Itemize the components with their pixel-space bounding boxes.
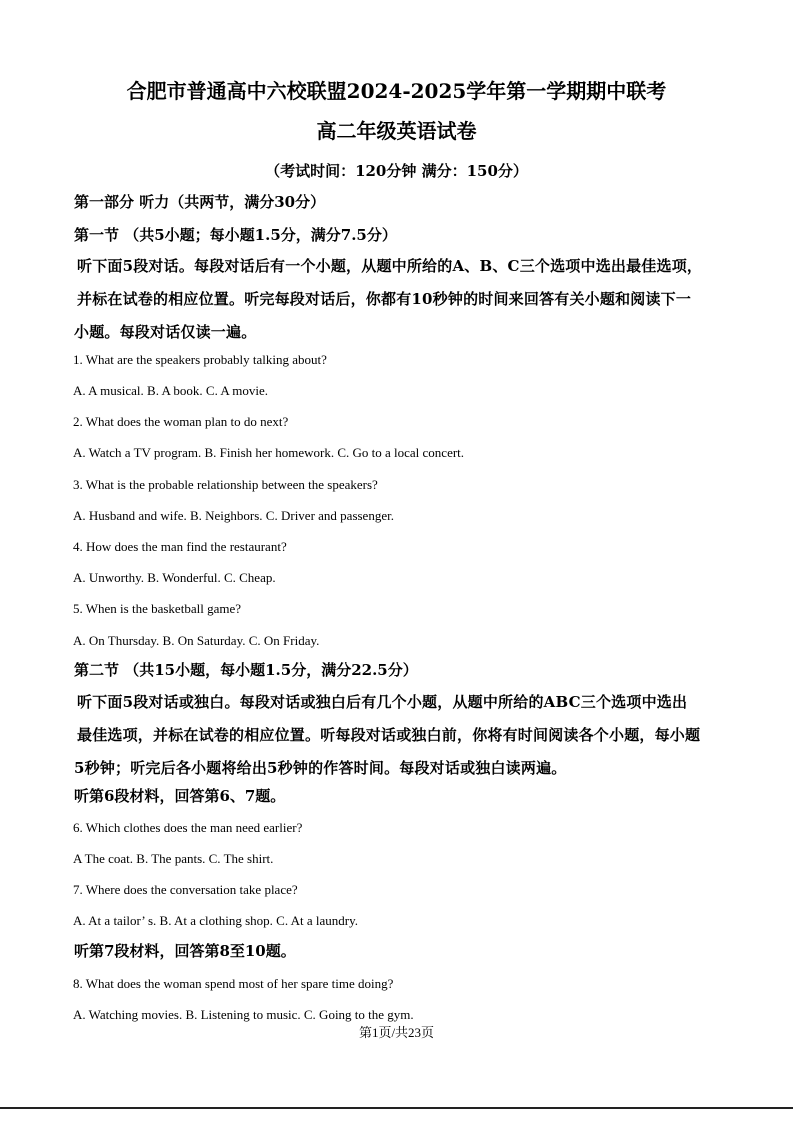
answer-options-5: A. On Thursday. B. On Saturday. C. On Friday. xyxy=(73,633,320,648)
section1-instructions xyxy=(74,250,746,349)
section2-instructions xyxy=(74,686,746,785)
exam-meta: （考试时间：120分钟 满分：150分） xyxy=(265,162,528,180)
material6-heading: 听第6段材料，回答第6、7题。 xyxy=(74,787,286,805)
answer-options-3: A. Husband and wife. B. Neighbors. C. Driver and passenger. xyxy=(73,508,394,523)
question-7: 7. Where does the conversation take place? xyxy=(73,882,298,897)
answer-options-1: A. A musical. B. A book. C. A movie. xyxy=(73,383,269,398)
instruction-line: 5秒钟；听完后各小题将给出5秒钟的作答时间。每段对话或独白读两遍。 xyxy=(74,759,567,777)
instruction-line: 并标在试卷的相应位置。听完每段对话后，你都有10秒钟的时间来回答有关小题和阅读下一 xyxy=(77,290,692,308)
question-2: 2. What does the woman plan to do next? xyxy=(73,414,289,429)
bottom-divider xyxy=(0,1107,793,1109)
question-1: 1. What are the speakers probably talking about? xyxy=(73,352,327,367)
question-4: 4. How does the man find the restaurant? xyxy=(73,539,287,554)
answer-options-7: A. At a tailor’ s. B. At a clothing shop. C. At a laundry. xyxy=(73,913,359,928)
exam-title: 合肥市普通高中六校联盟2024-2025学年第一学期期中联考 xyxy=(126,79,667,103)
instruction-line: 最佳选项，并标在试卷的相应位置。听每段对话或独白前，你将有时间阅读各个小题，每小题 xyxy=(77,726,701,744)
answer-options-4: A. Unworthy. B. Wonderful. C. Cheap. xyxy=(73,570,276,585)
instruction-line: 小题。每段对话仅读一遍。 xyxy=(74,323,257,341)
instruction-line: 听下面5段对话或独白。每段对话或独白后有几个小题，从题中所给的ABC三个选项中选出 xyxy=(77,693,688,711)
exam-subtitle: 高二年级英语试卷 xyxy=(316,119,477,143)
question-3: 3. What is the probable relationship between the speakers? xyxy=(73,477,378,492)
part1-heading: 第一部分 听力（共两节，满分30分） xyxy=(74,193,326,211)
answer-options-6: A The coat. B. The pants. C. The shirt. xyxy=(73,851,274,866)
answer-options-8: A. Watching movies. B. Listening to music. C. Going to the gym. xyxy=(73,1007,414,1022)
section2-heading: 第二节 （共15小题，每小题1.5分，满分22.5分） xyxy=(74,661,418,679)
question-6: 6. Which clothes does the man need earlier? xyxy=(73,820,303,835)
instruction-line: 听下面5段对话。每段对话后有一个小题，从题中所给的A、B、C三个选项中选出最佳选项， xyxy=(77,257,703,275)
material7-heading: 听第7段材料，回答第8至10题。 xyxy=(74,942,296,960)
question-8: 8. What does the woman spend most of her spare time doing? xyxy=(73,976,394,991)
section1-heading: 第一节 （共5小题；每小题1.5分，满分7.5分） xyxy=(74,226,397,244)
page-number: 第1页/共23页 xyxy=(358,1025,435,1040)
answer-options-2: A. Watch a TV program. B. Finish her homework. C. Go to a local concert. xyxy=(73,445,465,460)
question-5: 5. When is the basketball game? xyxy=(73,601,241,616)
